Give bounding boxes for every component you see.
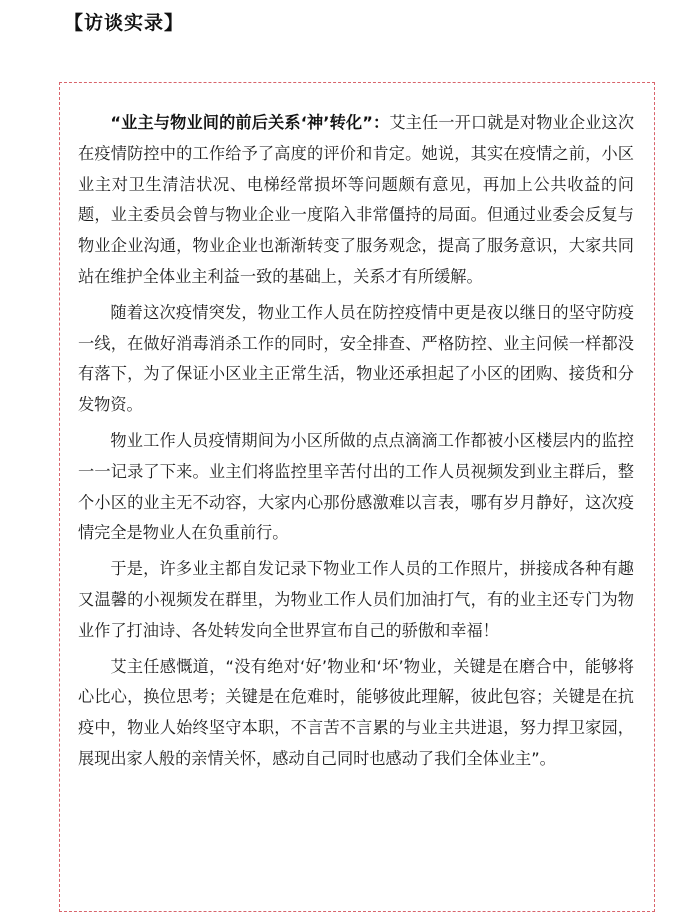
section-heading: 【访谈实录】: [64, 12, 185, 34]
paragraph-1: [78, 108, 634, 293]
interview-content: [78, 108, 634, 775]
paragraph-lead-title: “业主与物业间的前后关系‘神’转化”：: [110, 113, 390, 132]
paragraph-2: 随着这次疫情突发，物业工作人员在防控疫情中更是夜以继日的坚守防疫一线，在做好消毒消杀工作的同时，安全排查、严格防控、业主问候一样都没有落下，为了保证小区业主正常生活，物业还承担起了小区的团购、接货和分发物资。: [78, 302, 634, 415]
paragraph-5: 艾主任感慨道，“没有绝对‘好’物业和‘坏’物业，关键是在磨合中，能够将心比心，换位思考；关键是在危难时，能够彼此理解，彼此包容；关键是在抗疫中，物业人始终坚守本职，不言苦不言累的与业主共进退，努力捍卫家园，展现出家人般的亲情关怀，感动自己同时也感动了我们全体业主”。: [78, 656, 634, 768]
paragraph-3: 物业工作人员疫情期间为小区所做的点点滴滴工作都被小区楼层内的监控一一记录了下来。业主们将监控里辛苦付出的工作人员视频发到业主群后，整个小区的业主无不动容，大家内心那份感激难以言表，哪有岁月静好，这次疫情完全是物业人在负重前行。: [78, 430, 634, 543]
paragraph-4: 于是，许多业主都自发记录下物业工作人员的工作照片，拼接成各种有趣又温馨的小视频发在群里，为物业工作人员们加油打气，有的业主还专门为物业作了打油诗、各处转发向全世界宣布自己的骄傲和幸福！: [78, 559, 634, 640]
paragraph-text: 艾主任一开口就是对物业企业这次在疫情防控中的工作给予了高度的评价和肯定。她说，其实在疫情之前，小区业主对卫生清洁状况、电梯经常损坏等问题颇有意见，再加上公共收益的问题，业主委员会曾与物业企业一度陷入非常僵持的局面。但通过业委会反复与物业企业沟通，物业企业也渐渐转变了服务观念，提高了服务意识，大家共同站在维护全体业主利益一致的基础上，关系才有所缓解。: [78, 113, 635, 286]
